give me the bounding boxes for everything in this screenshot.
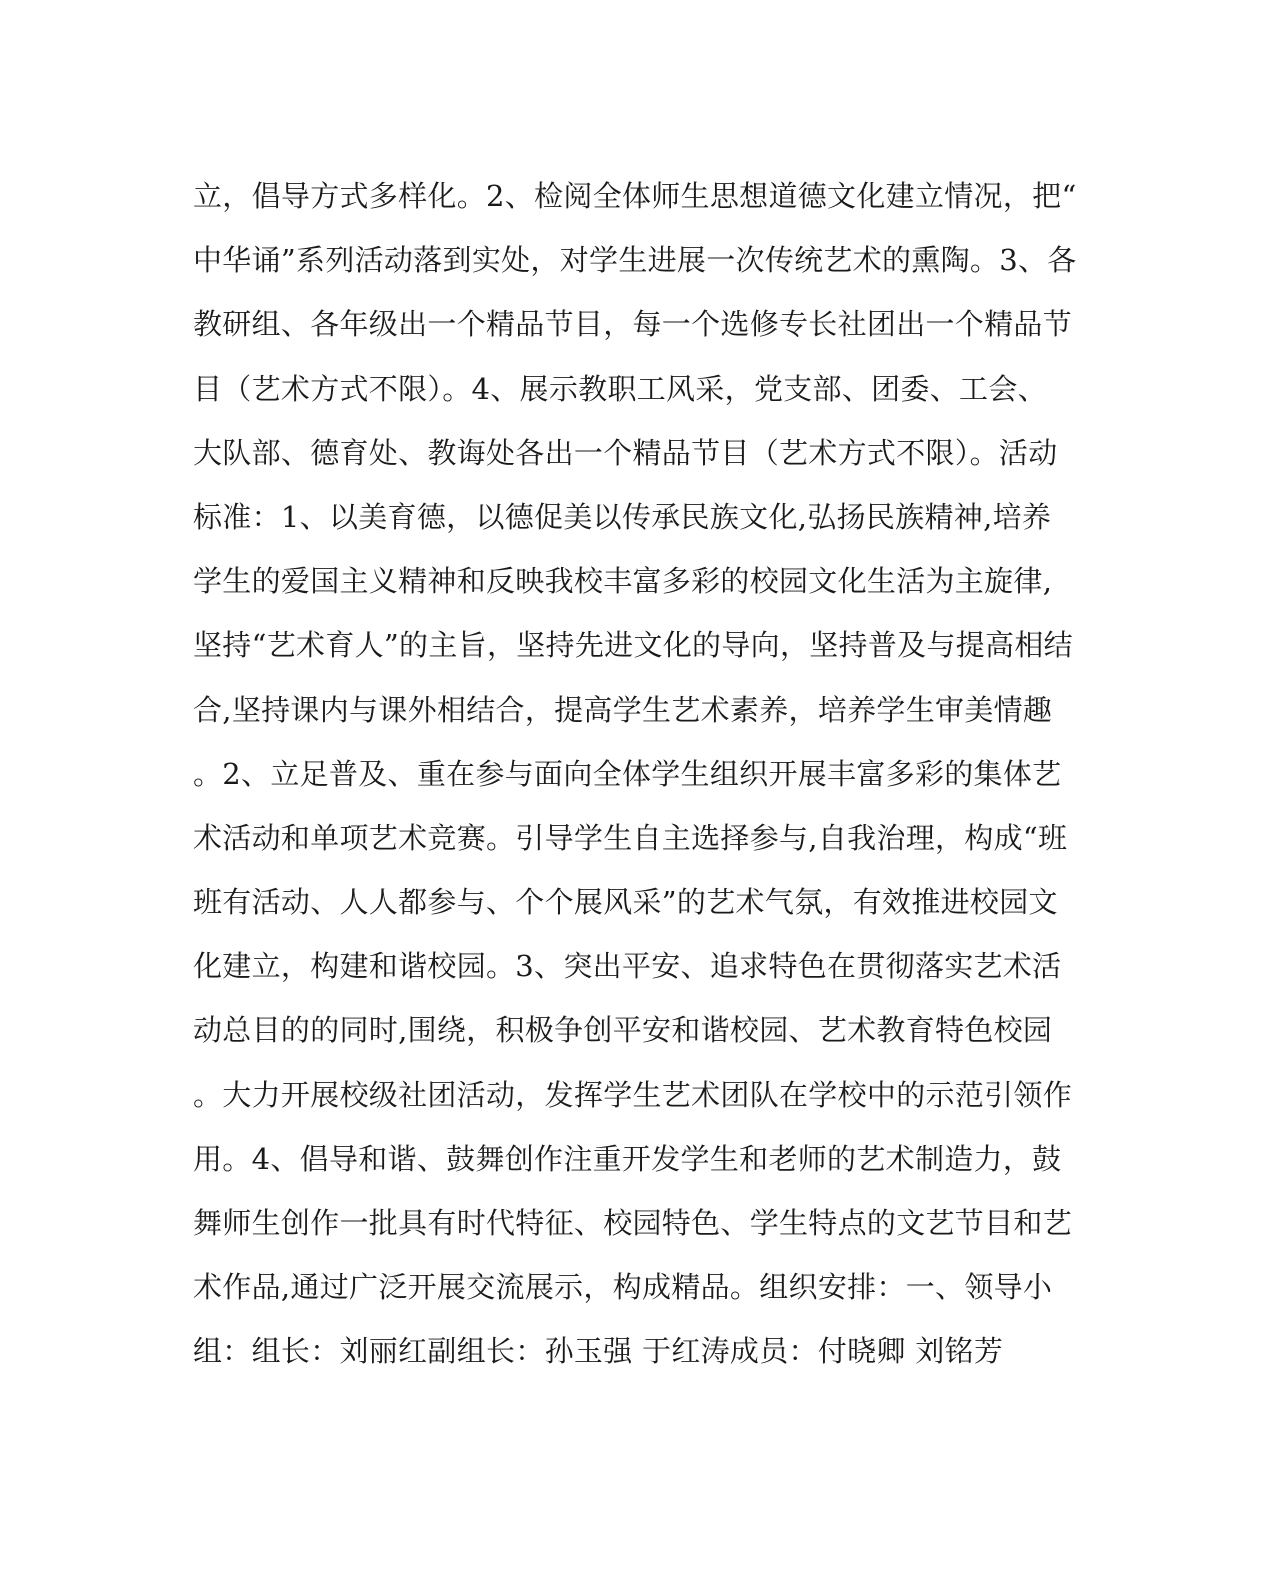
text-line: 坚持“艺术育人”的主旨，坚持先进文化的导向，坚持普及与提高相结	[193, 628, 1073, 663]
text-line: 学生的爱国主义精神和反映我校丰富多彩的校园文化生活为主旋律,	[193, 564, 1053, 599]
text-line: 中华诵”系列活动落到实处，对学生进展一次传统艺术的熏陶。3、各	[193, 243, 1077, 278]
body-text	[193, 164, 1077, 1384]
text-line: 。大力开展校级社团活动，发挥学生艺术团队在学校中的示范引领作	[193, 1077, 1073, 1112]
text-line: 术作品,通过广泛开展交流展示，构成精品。组织安排：一、领导小	[193, 1270, 1053, 1305]
text-line: 班有活动、人人都参与、个个展风采”的艺术气氛，有效推进校园文	[193, 885, 1058, 920]
text-line: 组：组长：刘丽红副组长：孙玉强 于红涛成员：付晓卿 刘铭芳	[193, 1334, 1004, 1369]
text-line: 目（艺术方式不限）。4、展示教职工风采，党支部、团委、工会、	[193, 371, 1047, 406]
text-line: 合,坚持课内与课外相结合，提高学生艺术素养，培养学生审美情趣	[193, 692, 1053, 727]
text-line: 。2、立足普及、重在参与面向全体学生组织开展丰富多彩的集体艺	[193, 756, 1062, 791]
text-line: 大队部、德育处、教诲处各出一个精品节目（艺术方式不限）。活动	[193, 435, 1058, 470]
text-line: 教研组、各年级出一个精品节目，每一个选修专长社团出一个精品节	[193, 307, 1073, 342]
text-line: 标准：1、以美育德，以德促美以传承民族文化,弘扬民族精神,培养	[193, 499, 1052, 534]
text-line: 术活动和单项艺术竞赛。引导学生自主选择参与,自我治理，构成“班	[193, 820, 1068, 855]
text-line: 动总目的的同时,围绕，积极争创平安和谐校园、艺术教育特色校园	[193, 1013, 1053, 1048]
text-line: 用。4、倡导和谐、鼓舞创作注重开发学生和老师的艺术制造力，鼓	[193, 1141, 1062, 1176]
text-line: 化建立，构建和谐校园。3、突出平安、追求特色在贯彻落实艺术活	[193, 949, 1062, 984]
text-line: 立，倡导方式多样化。2、检阅全体师生思想道德文化建立情况，把“	[193, 179, 1077, 213]
text-line: 舞师生创作一批具有时代特征、校园特色、学生特点的文艺节目和艺	[193, 1206, 1073, 1240]
